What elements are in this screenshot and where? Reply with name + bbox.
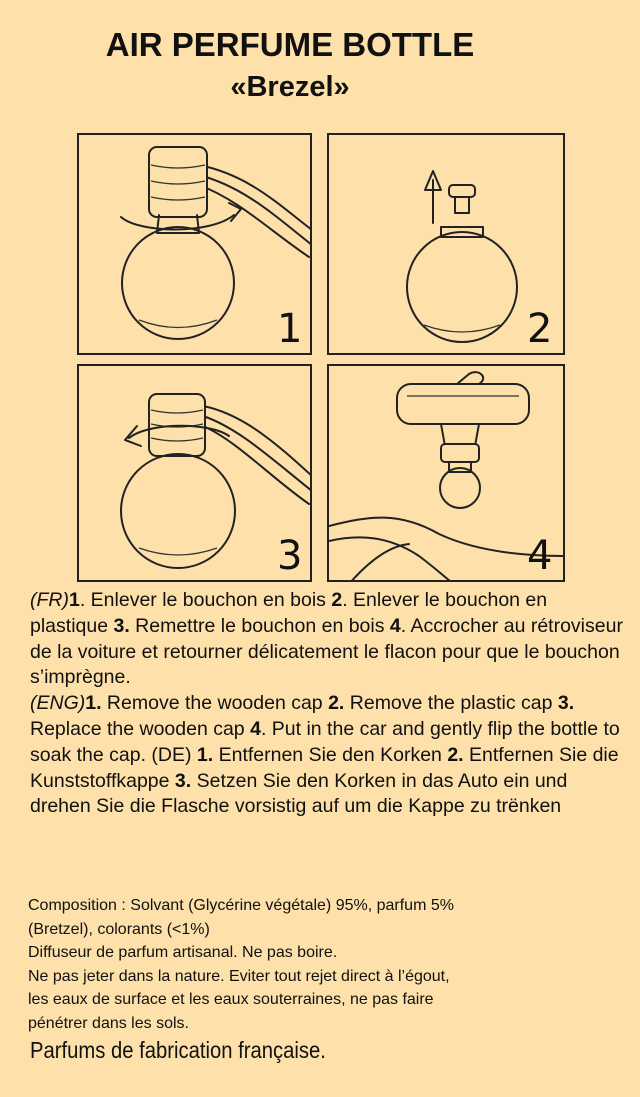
step-3-illustration (77, 364, 312, 582)
page-title: AIR PERFUME BOTTLE (105, 26, 475, 63)
step-number: 4 (527, 533, 553, 579)
step-4-illustration (327, 364, 565, 582)
english-german-instructions: (ENG)1. Remove the wooden cap 2. Remove the plastic cap 3. Replace the wooden cap 4. Put in the car and gently flip the bottle to soak the cap. (DE) 1. Entfernen Sie den Korken 2. Entfernen Sie die Kunststoffkappe 3. Setzen Sie den Korken in das Auto ein und drehen Sie die Flasche vorsistig auf um die Kappe zu trënken (30, 692, 620, 818)
language-tag-eng: (ENG) (30, 692, 86, 715)
made-in-france-note: Parfums de fabrication française. (30, 1037, 326, 1063)
step-1-illustration (77, 133, 312, 355)
french-instructions: (FR)1. Enlever le bouchon en bois 2. Enlever le bouchon en plastique 3. Remettre le bouchon en bois 4. Accrocher au rétroviseur de la voiture et retourner délicatement le flacon pour que le bouchon s’imprègne. (30, 589, 623, 689)
step-number: 1 (277, 306, 303, 352)
step-number: 2 (527, 306, 553, 352)
step-number: 3 (277, 533, 303, 579)
composition-info (28, 894, 628, 1035)
usage-warning: Diffuseur de parfum artisanal. Ne pas boire. (28, 944, 338, 961)
product-name: «Brezel» (230, 71, 350, 103)
composition-line: Composition : Solvant (Glycérine végétale) 95%, parfum 5% (Bretzel), colorants (<1%) (28, 897, 454, 938)
usage-instructions (30, 588, 630, 820)
language-tag-fr: (FR) (30, 589, 69, 611)
step-2-illustration (327, 133, 565, 355)
environment-warning: Ne pas jeter dans la nature. Eviter tout rejet direct à l’égout, les eaux de surface et les eaux souterraines, ne pas faire pénétrer dans les sols. (28, 967, 450, 1032)
